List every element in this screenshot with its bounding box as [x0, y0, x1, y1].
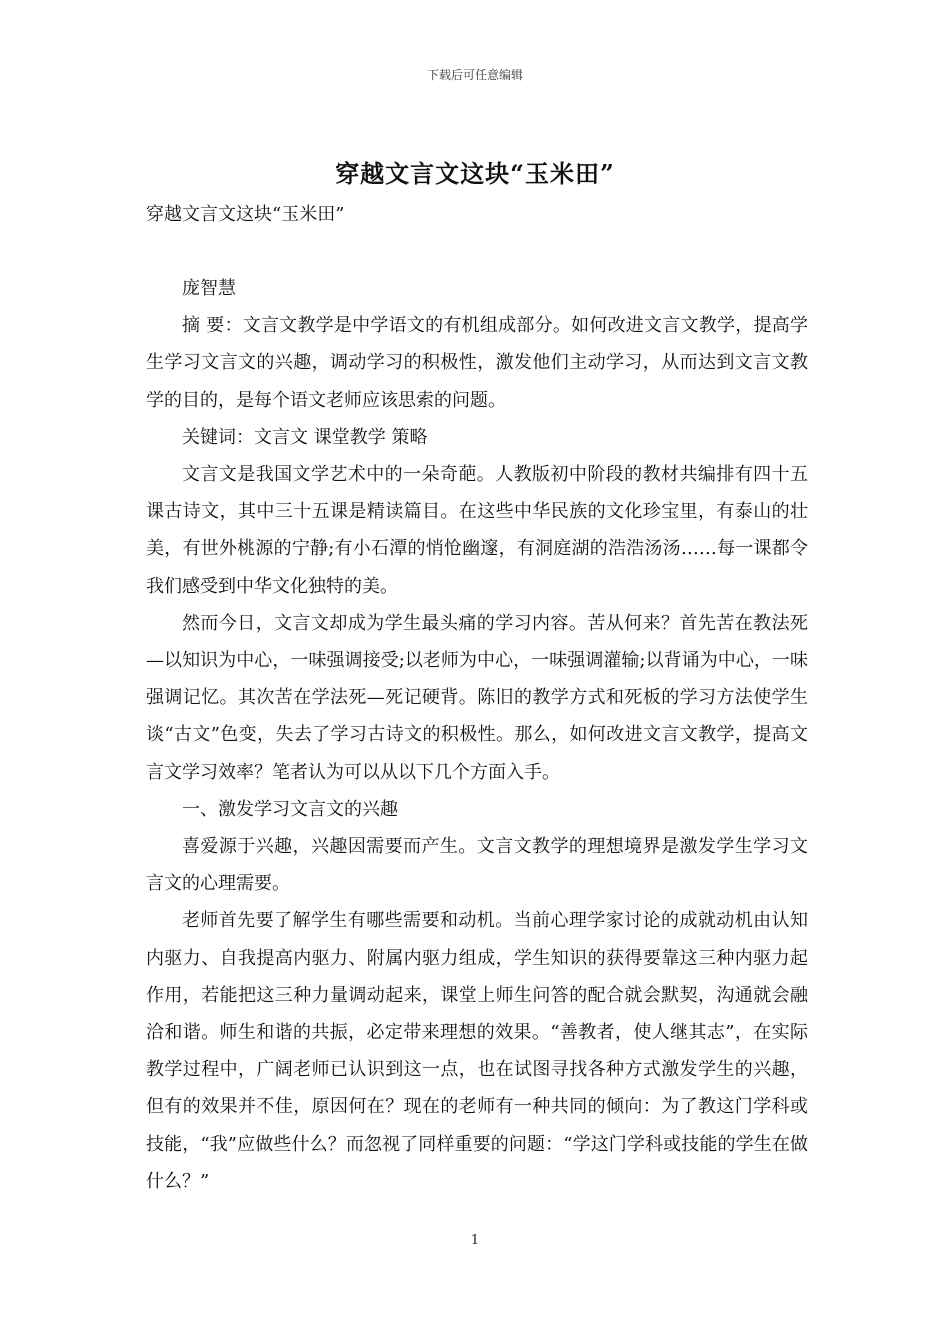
page-number: 1: [470, 1233, 480, 1248]
document-subtitle: 穿越文言文这块“玉米田”: [146, 204, 345, 225]
keywords-line: 关键词：文言文 课堂教学 策略: [182, 426, 428, 448]
body-paragraph: 喜爱源于兴趣，兴趣因需要而产生。文言文教学的理想境界是激发学生学习文言文的心理需要。: [146, 836, 808, 895]
document-title: 穿越文言文这块“玉米田”: [335, 159, 615, 188]
body-paragraph: 老师首先要了解学生有哪些需要和动机。当前心理学家讨论的成就动机由认知内驱力、自我提高内驱力、附属内驱力组成，学生知识的获得要靠这三种内驱力起作用，若能把这三种力量调动起来，课堂上师生问答的配合就会默契，沟通就会融洽和谐。师生和谐的共振，必定带来理想的效果。“善教者，使人继其志”，在实际教学过程中，广阔老师已认识到这一点，也在试图寻找各种方式激发学生的兴趣，但有的效果并不佳，原因何在？现在的老师有一种共同的倾向：为了教这门学科或技能，“我”应做些什么？而忽视了同样重要的问题：“学这门学科或技能的学生在做什么？”: [146, 910, 808, 1192]
header-note: 下载后可任意编辑: [426, 68, 523, 82]
abstract-paragraph: 摘 要：文言文教学是中学语文的有机组成部分。如何改进文言文教学，提高学生学习文言文的兴趣，调动学习的积极性，激发他们主动学习，从而达到文言文教学的目的，是每个语文老师应该思索的问题。: [146, 315, 808, 411]
body-paragraph: 文言文是我国文学艺术中的一朵奇葩。人教版初中阶段的教材共编排有四十五课古诗文，其中三十五课是精读篇目。在这些中华民族的文化珍宝里，有泰山的壮美，有世外桃源的宁静;有小石潭的悄怆幽邃，有洞庭湖的浩浩汤汤……每一课都令我们感受到中华文化独特的美。: [146, 464, 808, 597]
author-line: 庞智慧: [182, 278, 236, 299]
document-body: [146, 270, 808, 1200]
section-heading: 一、激发学习文言文的兴趣: [182, 798, 398, 820]
body-paragraph: 然而今日，文言文却成为学生最头痛的学习内容。苦从何来？首先苦在教法死—以知识为中心，一味强调接受;以老师为中心，一味强调灌输;以背诵为中心，一味强调记忆。其次苦在学法死—死记硬背。陈旧的教学方式和死板的学习方法使学生谈“古文”色变，失去了学习古诗文的积极性。那么，如何改进文言文教学，提高文言文学习效率？笔者认为可以从以下几个方面入手。: [146, 612, 808, 783]
